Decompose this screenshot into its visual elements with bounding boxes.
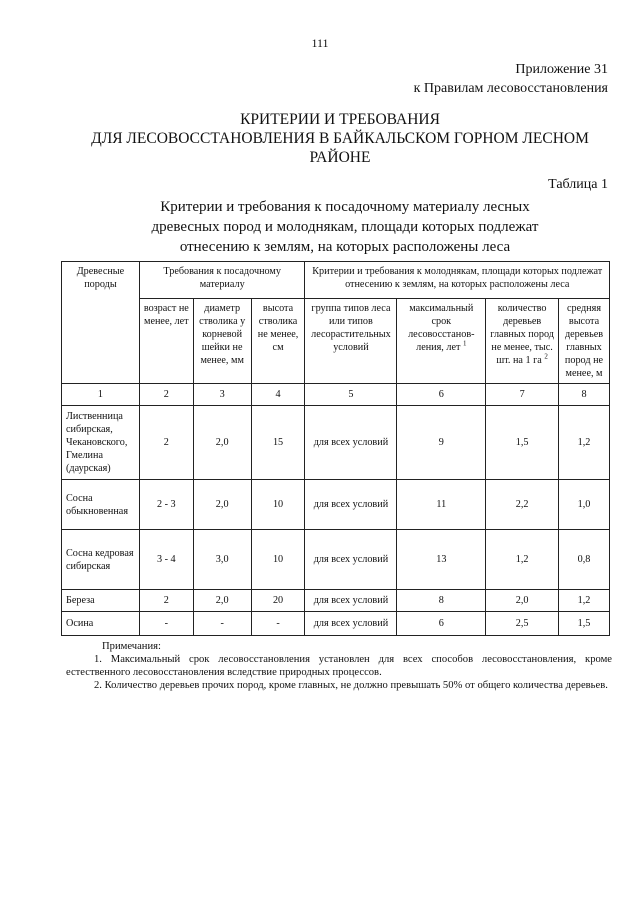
cell-age: 3 - 4	[139, 530, 193, 590]
cell-species: Сосна обыкновенная	[62, 480, 140, 530]
header-max-term	[397, 299, 486, 384]
cell-height: 10	[251, 530, 305, 590]
cell-tree-count: 2,5	[486, 612, 559, 636]
column-number: 2	[139, 384, 193, 406]
table-label: Таблица 1	[548, 177, 608, 192]
table-caption	[120, 197, 570, 257]
header-height: высота стволика не менее, см	[251, 299, 305, 384]
footnote-ref-2: 2	[544, 352, 548, 361]
cell-conditions: для всех условий	[305, 612, 397, 636]
page-number: 111	[311, 36, 329, 50]
cell-height: 10	[251, 480, 305, 530]
cell-species: Осина	[62, 612, 140, 636]
header-species: Древесные породы	[62, 262, 140, 384]
title-line-2: ДЛЯ ЛЕСОВОССТАНОВЛЕНИЯ В БАЙКАЛЬСКОМ ГОРНОМ ЛЕСНОМ	[91, 130, 589, 147]
note-1: 1. Максимальный срок лесовосстановления установлен для всех способов лесовосстановления, кроме естественного лесовосстановления вследствие природных процессов.	[66, 654, 612, 678]
cell-tree-count: 1,2	[486, 530, 559, 590]
header-row-columns	[62, 299, 610, 384]
table-row	[62, 590, 610, 612]
cell-conditions: для всех условий	[305, 480, 397, 530]
column-number: 4	[251, 384, 305, 406]
header-planting-material: Требования к посадочному материалу	[139, 262, 305, 299]
cell-avg-height: 1,2	[559, 590, 610, 612]
table-row	[62, 530, 610, 590]
header-forest-type-group: группа типов леса или типов лесорастительных условий	[305, 299, 397, 384]
cell-diameter: 2,0	[193, 480, 251, 530]
cell-diameter: 2,0	[193, 406, 251, 480]
cell-conditions: для всех условий	[305, 530, 397, 590]
document-title	[70, 110, 610, 167]
cell-age: 2	[139, 406, 193, 480]
caption-line-2: древесных пород и молоднякам, площади которых подлежат	[151, 219, 539, 235]
table-row	[62, 406, 610, 480]
cell-species: Береза	[62, 590, 140, 612]
cell-age: -	[139, 612, 193, 636]
cell-height: -	[251, 612, 305, 636]
cell-species: Лиственница сибирская, Чекановского, Гмелина (даурская)	[62, 406, 140, 480]
column-number: 5	[305, 384, 397, 406]
cell-height: 15	[251, 406, 305, 480]
appendix-reference	[414, 60, 608, 98]
header-diameter: диаметр стволика у корневой шейки не менее, мм	[193, 299, 251, 384]
cell-diameter: 3,0	[193, 530, 251, 590]
cell-conditions: для всех условий	[305, 590, 397, 612]
cell-tree-count: 2,2	[486, 480, 559, 530]
header-row-groups	[62, 262, 610, 299]
appendix-line-1: Приложение 31	[515, 62, 608, 77]
header-age: возраст не менее, лет	[139, 299, 193, 384]
column-number: 8	[559, 384, 610, 406]
header-tree-count	[486, 299, 559, 384]
cell-avg-height: 0,8	[559, 530, 610, 590]
cell-max-term: 6	[397, 612, 486, 636]
cell-height: 20	[251, 590, 305, 612]
column-number: 7	[486, 384, 559, 406]
notes-section	[66, 640, 612, 692]
table-row	[62, 480, 610, 530]
header-avg-height: средняя высота деревьев главных пород не менее, м	[559, 299, 610, 384]
footnote-ref-1: 1	[463, 339, 467, 348]
cell-tree-count: 2,0	[486, 590, 559, 612]
title-line-1: КРИТЕРИИ И ТРЕБОВАНИЯ	[240, 111, 440, 128]
cell-avg-height: 1,0	[559, 480, 610, 530]
cell-max-term: 13	[397, 530, 486, 590]
table-row	[62, 612, 610, 636]
header-young-stands: Критерии и требования к молоднякам, площади которых подлежат отнесению к землям, на которых расположены леса	[305, 262, 610, 299]
cell-age: 2	[139, 590, 193, 612]
header-tree-count-text: количество деревьев главных пород не менее, тыс. шт. на 1 га	[490, 303, 554, 366]
criteria-table	[61, 261, 610, 636]
caption-line-1: Критерии и требования к посадочному материалу лесных	[160, 199, 530, 215]
title-line-3: РАЙОНЕ	[309, 149, 371, 166]
cell-avg-height: 1,5	[559, 612, 610, 636]
cell-diameter: -	[193, 612, 251, 636]
header-max-term-text: максимальный срок лесовосстанов-ления, лет	[408, 303, 475, 353]
cell-avg-height: 1,2	[559, 406, 610, 480]
column-number: 6	[397, 384, 486, 406]
cell-age: 2 - 3	[139, 480, 193, 530]
cell-max-term: 11	[397, 480, 486, 530]
caption-line-3: отнесению к землям, на которых расположены леса	[179, 239, 511, 255]
note-2: 2. Количество деревьев прочих пород, кроме главных, не должно превышать 50% от общего количества деревьев.	[94, 680, 608, 691]
appendix-line-2: к Правилам лесовосстановления	[413, 81, 608, 96]
cell-diameter: 2,0	[193, 590, 251, 612]
cell-max-term: 9	[397, 406, 486, 480]
column-numbers-row	[62, 384, 610, 406]
column-number: 1	[62, 384, 140, 406]
cell-conditions: для всех условий	[305, 406, 397, 480]
column-number: 3	[193, 384, 251, 406]
cell-tree-count: 1,5	[486, 406, 559, 480]
cell-species: Сосна кедровая сибирская	[62, 530, 140, 590]
cell-max-term: 8	[397, 590, 486, 612]
notes-heading: Примечания:	[102, 641, 161, 652]
